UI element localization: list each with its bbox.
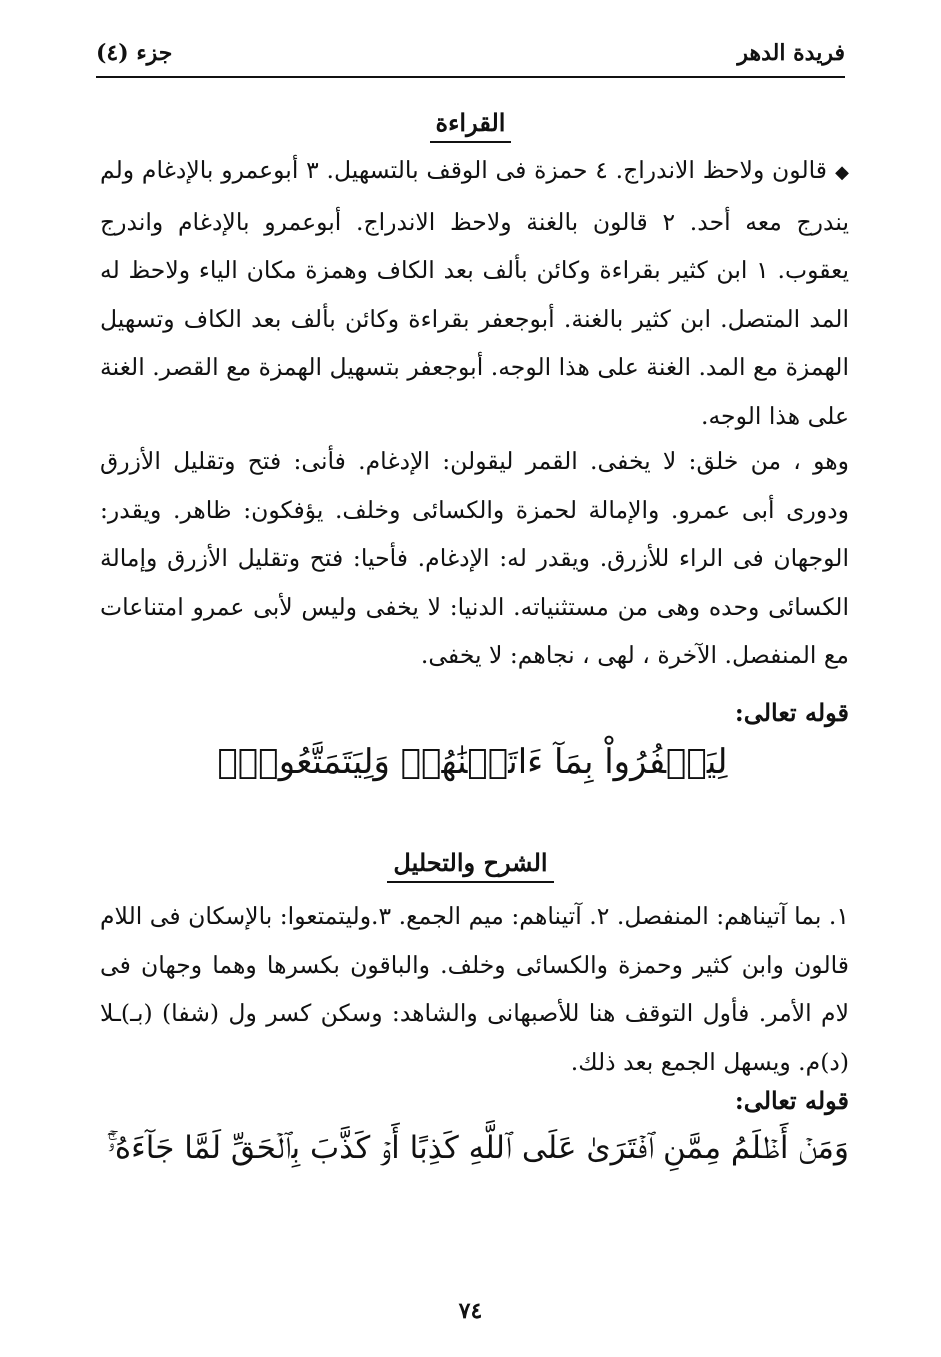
page-header bbox=[96, 30, 845, 78]
quote-label-1: قوله تعالى: bbox=[734, 698, 849, 727]
book-title: فريدة الدهر bbox=[737, 40, 845, 66]
quran-verse-1: لِيَكۡفُرُواْ بِمَآ ءَاتَيۡنَٰهُمۡ وَلِيَتَمَتَّعُواْۖ bbox=[217, 742, 728, 782]
explanation-paragraph-text: ١. بما آتيناهم: المنفصل. ٢. آتيناهم: ميم الجمع. ٣.وليتمتعوا: بالإسكان فى اللام قالون وابن كثير وحمزة والكسائى وخلف. والباقون بكسرها وهما وجهان فى لام الأمر. فأول التوقف هنا للأصبهانى والشاهد: وسكن كسر ول (شفا) (بـ)ـلا (د)م. ويسهل الجمع بعد ذلك. bbox=[100, 902, 849, 1076]
section-title-explanation bbox=[0, 848, 941, 877]
reading-paragraph-1 bbox=[100, 146, 849, 440]
reading-paragraph-2-text: وهو ، من خلق: لا يخفى. القمر ليقولن: الإدغام. فأنى: فتح وتقليل الأزرق ودورى أبى عمرو. والإمالة لحمزة والكسائى وخلف. يؤفكون: ظاهر. ويقدر: الوجهان فى الراء للأزرق. ويقدر له: الإدغام. فأحيا: فتح وتقليل الأزرق وإمالة الكسائى وحده وهى من مستثنياته. الدنيا: لا يخفى وليس لأبى عمرو امتناعات مع المنفصل. الآخرة ، لهى ، نجاهم: لا يخفى. bbox=[100, 447, 849, 669]
quran-verse-2: وَمَنۡ أَظۡلَمُ مِمَّنِ ٱفۡتَرَىٰ عَلَى ٱللَّهِ كَذِبًا أَوۡ كَذَّبَ بِٱلۡحَقِّ لَمَّا جَآءَهُۥٓۚ bbox=[107, 1130, 849, 1166]
section-title-reading-text: القراءة bbox=[430, 108, 512, 143]
diamond-bullet-icon: ◆ bbox=[835, 162, 850, 183]
page-number: ٧٤ bbox=[458, 1298, 483, 1324]
section-title-reading bbox=[0, 108, 941, 137]
reading-paragraph-2 bbox=[100, 437, 849, 680]
reading-paragraph-1-text: قالون ولاحظ الاندراج. ٤ حمزة فى الوقف بالتسهيل. ٣ أبوعمرو بالإدغام ولم يندرج معه أحد. ٢ قالون بالغنة ولاحظ الاندراج. أبوعمرو بالإدغام واندرج يعقوب. ١ ابن كثير بقراءة وكائن بألف بعد الكاف وهمزة مكان الياء ولاحظ له المد المتصل. ابن كثير بالغنة. أبوجعفر بقراءة وكائن بألف بعد الكاف وتسهيل الهمزة مع المد. الغنة على هذا الوجه. أبوجعفر بتسهيل الهمزة مع القصر. الغنة على هذا الوجه. bbox=[100, 156, 850, 430]
quote-label-2: قوله تعالى: bbox=[734, 1086, 849, 1115]
section-title-explanation-text: الشرح والتحليل bbox=[387, 848, 553, 883]
explanation-paragraph bbox=[100, 892, 849, 1086]
part-number: جزء (٤) bbox=[96, 40, 173, 66]
